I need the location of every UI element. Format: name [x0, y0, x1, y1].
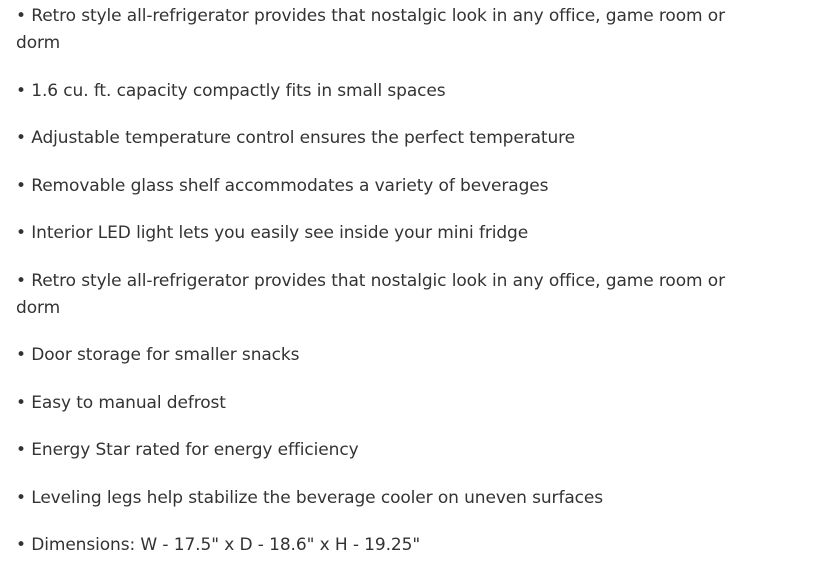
feature-item: [16, 342, 736, 369]
bullet: •: [16, 440, 26, 460]
feature-text: Interior LED light lets you easily see inside your mini fridge: [31, 223, 529, 243]
feature-text: Retro style all-refrigerator provides that nostalgic look in any office, game room or dorm: [16, 6, 725, 53]
feature-text: Energy Star rated for energy efficiency: [31, 440, 359, 460]
feature-item: [16, 485, 736, 512]
feature-item: [16, 125, 736, 152]
bullet: •: [16, 345, 26, 365]
bullet: •: [16, 175, 26, 196]
feature-text: Adjustable temperature control ensures the perfect temperature: [31, 128, 576, 148]
bullet: •: [16, 223, 26, 243]
feature-item: [16, 268, 736, 322]
feature-text: Door storage for smaller snacks: [31, 345, 300, 365]
bullet: •: [16, 6, 26, 26]
feature-item: [16, 437, 736, 464]
feature-text: 1.6 cu. ft. capacity compactly fits in small spaces: [31, 80, 446, 101]
feature-text: Easy to manual defrost: [31, 392, 226, 413]
feature-item: [16, 78, 736, 105]
feature-item: [16, 173, 736, 200]
feature-item: [16, 532, 736, 559]
feature-item: [16, 390, 736, 417]
bullet: •: [16, 392, 26, 413]
bullet: •: [16, 487, 26, 508]
bullet: •: [16, 128, 26, 148]
feature-text: Dimensions: W - 17.5" x D - 18.6" x H - 19.25": [31, 535, 421, 555]
feature-item: [16, 3, 736, 57]
feature-text: Removable glass shelf accommodates a variety of beverages: [31, 175, 549, 196]
bullet: •: [16, 80, 26, 101]
product-feature-list: [16, 3, 736, 580]
bullet: •: [16, 535, 26, 555]
bullet: •: [16, 270, 26, 291]
feature-text: Leveling legs help stabilize the beverage cooler on uneven surfaces: [31, 487, 604, 508]
feature-item: [16, 220, 736, 247]
feature-text: Retro style all-refrigerator provides that nostalgic look in any office, game room or dorm: [16, 270, 725, 318]
